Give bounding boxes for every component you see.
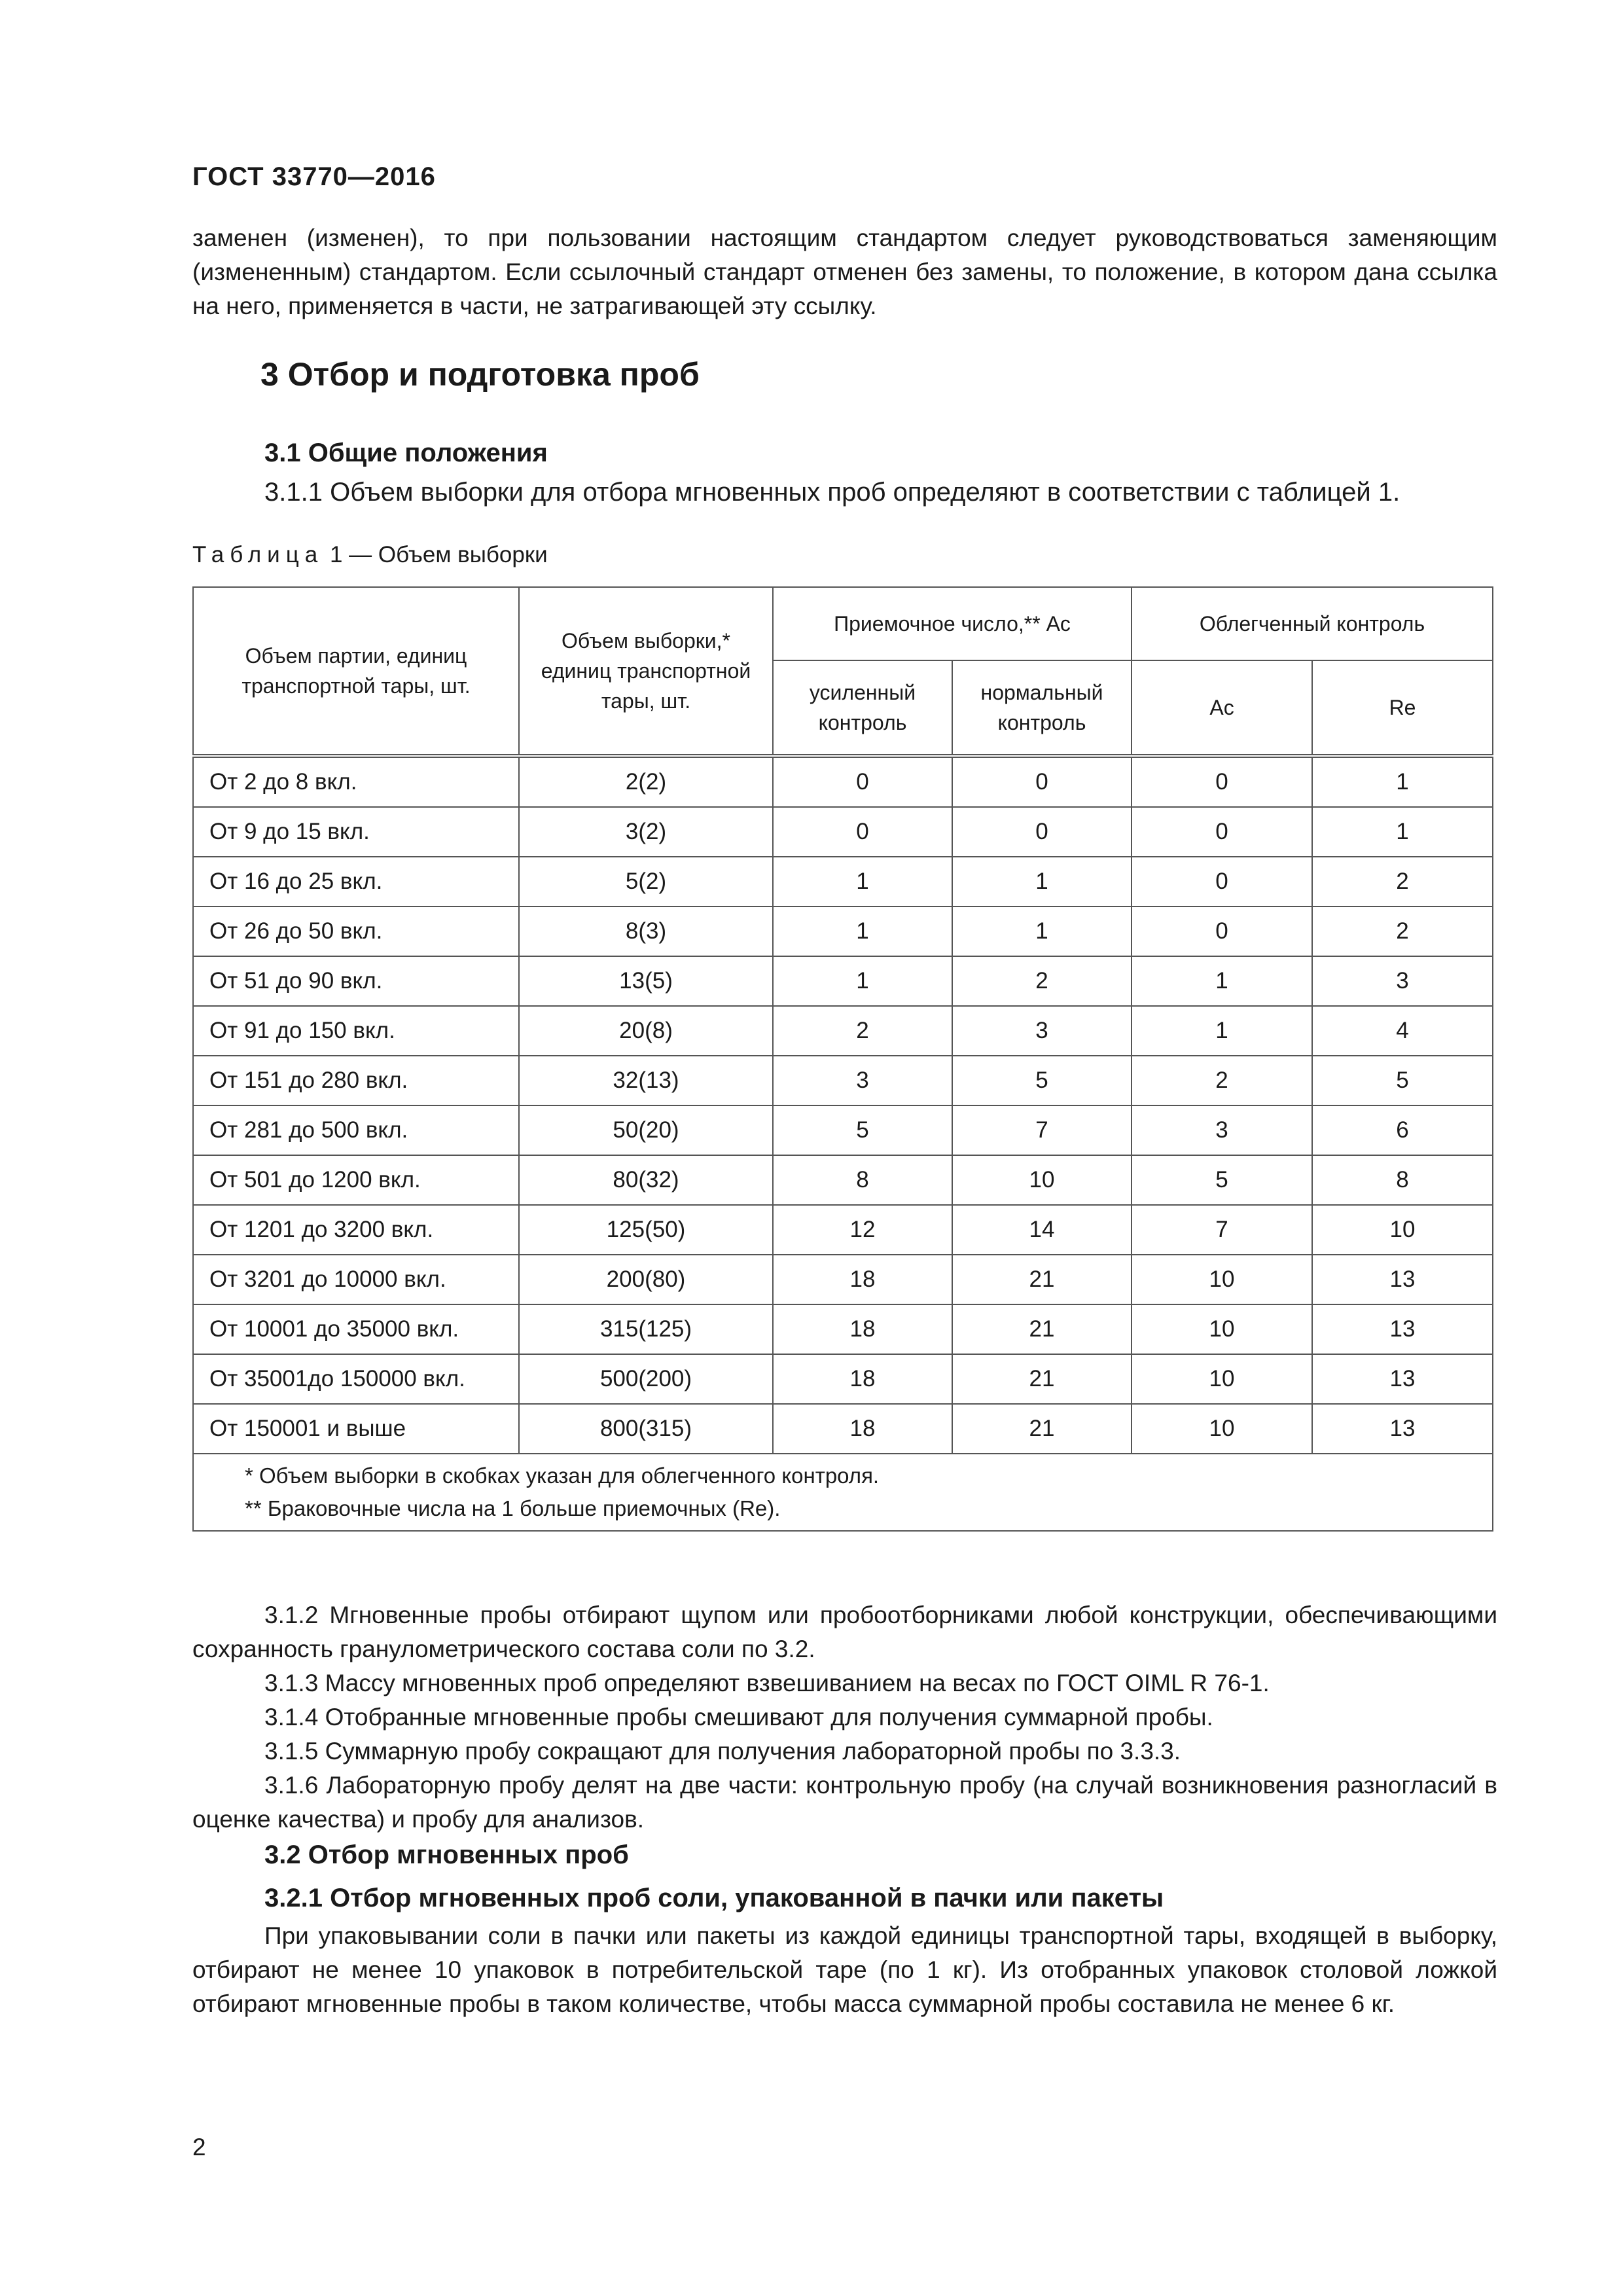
subsection-3-1-title: 3.1 Общие положения — [264, 439, 548, 467]
table-note-2: ** Браковочные числа на 1 больше приемочных (Re). — [245, 1496, 781, 1520]
table-cell: 21 — [952, 1255, 1132, 1304]
header-lot-size: Объем партии, единиц транспортной тары, шт. — [193, 587, 519, 756]
table-cell: 8 — [1312, 1155, 1493, 1205]
table-cell: 21 — [952, 1354, 1132, 1404]
header-reduced-ac: Ас — [1132, 660, 1312, 756]
table-cell: От 51 до 90 вкл. — [193, 956, 519, 1006]
table-cell: 2 — [773, 1006, 952, 1056]
table-cell: 10 — [1132, 1354, 1312, 1404]
table-cell: 13 — [1312, 1404, 1493, 1454]
table-cell: 2 — [952, 956, 1132, 1006]
header-reduced-re: Re — [1312, 660, 1493, 756]
table-cell: 5 — [1312, 1056, 1493, 1105]
table-cell: 8(3) — [519, 906, 773, 956]
table-row — [193, 956, 1493, 1006]
table-cell: От 10001 до 35000 вкл. — [193, 1304, 519, 1354]
table-cell: 6 — [1312, 1105, 1493, 1155]
table-cell: 5 — [1132, 1155, 1312, 1205]
table-cell: 10 — [1132, 1404, 1312, 1454]
table-cell: 1 — [952, 857, 1132, 906]
table-cell: От 35001до 150000 вкл. — [193, 1354, 519, 1404]
table-cell: От 151 до 280 вкл. — [193, 1056, 519, 1105]
table-row — [193, 756, 1493, 807]
table-row — [193, 1205, 1493, 1255]
table-cell: 21 — [952, 1304, 1132, 1354]
table-cell: 0 — [1132, 756, 1312, 807]
table-cell: 0 — [1132, 857, 1312, 906]
paragraph-3-2-1: При упаковывании соли в пачки или пакеты из каждой единицы транспортной тары, входящей в выборку, отбирают не менее 10 упаковок в потребительской таре (по 1 кг). Из отобранных упаковок столовой ложкой отбирают мгновенные пробы в таком количестве, чтобы масса суммарной пробы составила не менее 6 кг. — [192, 1922, 1497, 2017]
paragraph-3-1-2: 3.1.2 Мгновенные пробы отбирают щупом или пробоотборниками любой конструкции, обеспечивающими сохранность гранулометрического состава соли по 3.2. — [192, 1602, 1497, 1662]
table-cell: 2(2) — [519, 756, 773, 807]
table-cell: 200(80) — [519, 1255, 773, 1304]
table-cell: 0 — [1132, 906, 1312, 956]
table-cell: От 91 до 150 вкл. — [193, 1006, 519, 1056]
table-cell: 80(32) — [519, 1155, 773, 1205]
table-cell: 1 — [952, 906, 1132, 956]
table-cell: От 501 до 1200 вкл. — [193, 1155, 519, 1205]
table-cell: 8 — [773, 1155, 952, 1205]
subsection-3-2-1-title: 3.2.1 Отбор мгновенных проб соли, упакованной в пачки или пакеты — [264, 1884, 1164, 1912]
table-cell: От 2 до 8 вкл. — [193, 756, 519, 807]
table-cell: 3(2) — [519, 807, 773, 857]
table-cell: 14 — [952, 1205, 1132, 1255]
table-cell: 500(200) — [519, 1354, 773, 1404]
header-tightened-inspection: усиленный контроль — [773, 660, 952, 756]
table-cell: 3 — [773, 1056, 952, 1105]
table-cell: 125(50) — [519, 1205, 773, 1255]
table-cell: 13 — [1312, 1255, 1493, 1304]
table-cell: 2 — [1312, 906, 1493, 956]
table-row — [193, 1255, 1493, 1304]
table-row — [193, 1006, 1493, 1056]
table-notes — [193, 1454, 1493, 1531]
table-cell: 2 — [1312, 857, 1493, 906]
table-row — [193, 1354, 1493, 1404]
table-cell: 0 — [952, 756, 1132, 807]
table-row — [193, 857, 1493, 906]
sample-size-table — [192, 586, 1493, 1532]
table-cell: 13(5) — [519, 956, 773, 1006]
table-cell: 20(8) — [519, 1006, 773, 1056]
table-cell: 18 — [773, 1304, 952, 1354]
paragraph-3-1-1: 3.1.1 Объем выборки для отбора мгновенных проб определяют в соответствии с таблицей 1. — [264, 478, 1400, 507]
table-cell: 3 — [1312, 956, 1493, 1006]
table-cell: 18 — [773, 1255, 952, 1304]
page-number: 2 — [192, 2134, 206, 2161]
table-cell: 800(315) — [519, 1404, 773, 1454]
table-cell: От 9 до 15 вкл. — [193, 807, 519, 857]
intro-paragraph: заменен (изменен), то при пользовании настоящим стандартом следует руководствоваться заменяющим (измененным) стандартом. Если ссылочный стандарт отменен без замены, то положение, в котором дана ссылка на него, применяется в части, не затрагивающей эту ссылку. — [192, 224, 1497, 319]
table-row — [193, 1105, 1493, 1155]
paragraph-3-1-6: 3.1.6 Лабораторную пробу делят на две части: контрольную пробу (на случай возникновения разногласий в оценке качества) и пробу для анализов. — [192, 1772, 1497, 1833]
table-cell: 21 — [952, 1404, 1132, 1454]
table-cell: 10 — [952, 1155, 1132, 1205]
table-cell: 7 — [1132, 1205, 1312, 1255]
paragraph-3-1-4: 3.1.4 Отобранные мгновенные пробы смешивают для получения суммарной пробы. — [264, 1704, 1213, 1731]
table-cell: 315(125) — [519, 1304, 773, 1354]
table-cell: От 150001 и выше — [193, 1404, 519, 1454]
table-note-1: * Объем выборки в скобках указан для облегченного контроля. — [245, 1463, 880, 1488]
table-cell: 1 — [773, 956, 952, 1006]
table-cell: 12 — [773, 1205, 952, 1255]
header-normal-inspection: нормальный контроль — [952, 660, 1132, 756]
table-cell: 13 — [1312, 1304, 1493, 1354]
table-cell: От 281 до 500 вкл. — [193, 1105, 519, 1155]
table-cell: От 26 до 50 вкл. — [193, 906, 519, 956]
table-cell: От 16 до 25 вкл. — [193, 857, 519, 906]
table-row — [193, 1056, 1493, 1105]
table-cell: 10 — [1312, 1205, 1493, 1255]
table-notes-row — [193, 1454, 1493, 1531]
table-row — [193, 906, 1493, 956]
table-cell: 3 — [1132, 1105, 1312, 1155]
subsection-3-2-title: 3.2 Отбор мгновенных проб — [264, 1840, 629, 1869]
table-cell: 5 — [773, 1105, 952, 1155]
table-cell: 1 — [773, 906, 952, 956]
table-cell: 0 — [1132, 807, 1312, 857]
table-caption — [192, 542, 548, 568]
table-cell: 1 — [1312, 807, 1493, 857]
table-cell: 3 — [952, 1006, 1132, 1056]
table-cell: 32(13) — [519, 1056, 773, 1105]
table-cell: 5(2) — [519, 857, 773, 906]
table-cell: 18 — [773, 1354, 952, 1404]
paragraph-3-1-5: 3.1.5 Суммарную пробу сокращают для получения лабораторной пробы по 3.3.3. — [264, 1738, 1181, 1765]
paragraph-3-1-3: 3.1.3 Массу мгновенных проб определяют взвешиванием на весах по ГОСТ OIML R 76-1. — [264, 1670, 1270, 1696]
table-cell: 1 — [1312, 756, 1493, 807]
table-cell: 1 — [773, 857, 952, 906]
table-cell: От 1201 до 3200 вкл. — [193, 1205, 519, 1255]
table-cell: 18 — [773, 1404, 952, 1454]
table-row — [193, 1304, 1493, 1354]
table-cell: 7 — [952, 1105, 1132, 1155]
table-caption-rest: 1 — Объем выборки — [323, 542, 548, 567]
table-cell: 50(20) — [519, 1105, 773, 1155]
table-cell: 5 — [952, 1056, 1132, 1105]
table-row — [193, 807, 1493, 857]
table-cell: От 3201 до 10000 вкл. — [193, 1255, 519, 1304]
table-caption-word: Таблица — [192, 542, 324, 567]
table-cell: 10 — [1132, 1255, 1312, 1304]
table-cell: 4 — [1312, 1006, 1493, 1056]
section-3-title: 3 Отбор и подготовка проб — [260, 356, 700, 393]
table-row — [193, 1155, 1493, 1205]
header-sample-size: Объем выборки,* единиц транспортной тары, шт. — [519, 587, 773, 756]
table-cell: 2 — [1132, 1056, 1312, 1105]
table-cell: 0 — [773, 807, 952, 857]
header-acceptance-number: Приемочное число,** Ас — [773, 587, 1132, 660]
table-cell: 13 — [1312, 1354, 1493, 1404]
table-cell: 10 — [1132, 1304, 1312, 1354]
table-cell: 0 — [952, 807, 1132, 857]
table-cell: 0 — [773, 756, 952, 807]
table-cell: 1 — [1132, 956, 1312, 1006]
document-header: ГОСТ 33770—2016 — [192, 162, 436, 191]
table-cell: 1 — [1132, 1006, 1312, 1056]
table-row — [193, 1404, 1493, 1454]
header-reduced-inspection: Облегченный контроль — [1132, 587, 1493, 660]
